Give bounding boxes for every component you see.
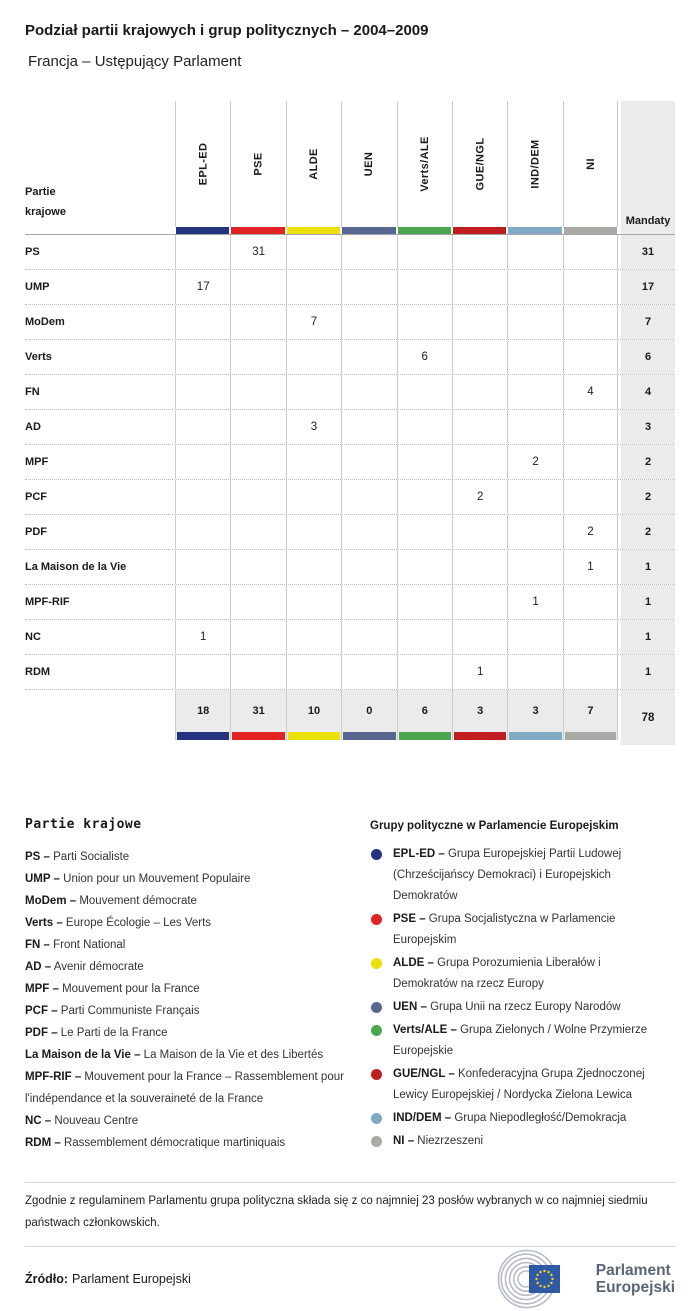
group-label: UEN xyxy=(363,151,376,177)
group-label: EPL-ED xyxy=(197,142,210,186)
seat-count-cell xyxy=(341,655,396,689)
row-group-header: Partie krajowe xyxy=(25,186,66,218)
mandaty-cell: 1 xyxy=(618,655,675,689)
seats-table xyxy=(25,101,675,745)
group-dot xyxy=(371,1136,382,1147)
group-legend-text: GUE/NGL – Konfederacyjna Grupa Zjednoczonej Lewicy Europejskiej / Nordycka Zielona Lewica xyxy=(393,1068,645,1101)
seat-count-cell xyxy=(286,620,341,654)
total-count: 0 xyxy=(366,705,373,717)
seat-count-cell xyxy=(563,620,618,654)
party-legend-item: FN – Front National xyxy=(25,939,126,951)
group-legend-item xyxy=(370,997,675,1018)
seat-count-cell xyxy=(563,480,618,514)
table-row xyxy=(25,340,675,375)
group-label: Verts/ALE xyxy=(418,136,431,192)
seat-count-cell xyxy=(563,445,618,479)
group-abbr: GUE/NGL – xyxy=(393,1068,455,1080)
group-color-bar xyxy=(175,227,230,234)
seat-count-cell xyxy=(452,445,507,479)
group-column-header xyxy=(286,101,341,227)
party-legend-item: MPF – Mouvement pour la France xyxy=(25,983,200,995)
mandaty-cell: 2 xyxy=(618,445,675,479)
group-legend xyxy=(370,817,675,1154)
seat-count-cell xyxy=(341,445,396,479)
total-cell xyxy=(563,690,618,740)
seat-count-cell xyxy=(452,235,507,269)
seat-count-cell xyxy=(563,340,618,374)
seat-count-cell xyxy=(341,235,396,269)
eu-flag-icon xyxy=(529,1265,560,1293)
logo-text xyxy=(596,1262,675,1296)
group-column-header xyxy=(230,101,285,227)
seat-count-cell xyxy=(397,655,452,689)
group-legend-items xyxy=(370,844,675,1152)
mandaty-header: Mandaty xyxy=(618,101,675,234)
party-legend-item: PCF – Parti Communiste Français xyxy=(25,1005,200,1017)
group-color-bar-fill xyxy=(231,227,284,234)
seat-count-cell: 1 xyxy=(563,550,618,584)
table-row xyxy=(25,270,675,305)
group-color-bar xyxy=(286,227,341,234)
seat-count-cell xyxy=(341,340,396,374)
group-abbr: UEN – xyxy=(393,1001,427,1013)
seat-count-cell xyxy=(452,270,507,304)
seat-count-cell xyxy=(452,620,507,654)
party-abbr: NC – xyxy=(25,1115,52,1127)
table-row xyxy=(25,235,675,270)
group-legend-text: IND/DEM – Grupa Niepodległość/Demokracja xyxy=(393,1112,627,1124)
table-row xyxy=(25,655,675,690)
source-section xyxy=(25,1246,675,1311)
mandaty-cell: 2 xyxy=(618,515,675,549)
seat-count-cell xyxy=(286,585,341,619)
group-color-bar-fill xyxy=(453,227,506,234)
group-column-header xyxy=(507,101,562,227)
table-row xyxy=(25,410,675,445)
seat-count-cell xyxy=(452,585,507,619)
party-legend-item: AD – Avenir démocrate xyxy=(25,961,144,973)
group-legend-text: NI – Niezrzeszeni xyxy=(393,1135,484,1147)
seat-count-cell xyxy=(563,235,618,269)
seat-count-cell xyxy=(397,480,452,514)
party-legend-item: RDM – Rassemblement démocratique martiniquais xyxy=(25,1137,286,1149)
seat-count-cell xyxy=(341,480,396,514)
party-legend-item: MPF-RIF – Mouvement pour la France – Rassemblement pour l'indépendance et la souveraineté de la France xyxy=(25,1071,344,1105)
total-cell xyxy=(452,690,507,740)
party-abbr: MPF – xyxy=(25,983,59,995)
party-legend-item: UMP – Union pour un Mouvement Populaire xyxy=(25,873,251,885)
group-label: NI xyxy=(584,158,597,170)
footnote-text: Zgodnie z regulaminem Parlamentu grupa polityczna składa się z co najmniej 23 posłów wybranych w co najmniej siedmiu państwach członkowskich. xyxy=(25,1195,648,1229)
total-color-bar xyxy=(177,732,229,740)
legend-section xyxy=(25,817,675,1154)
party-abbr: Verts – xyxy=(25,917,63,929)
total-color-bar xyxy=(288,732,340,740)
source-value: Parlament Europejski xyxy=(72,1272,191,1286)
table-body xyxy=(25,235,675,690)
group-legend-item xyxy=(370,909,675,951)
seat-count-cell xyxy=(397,410,452,444)
total-color-bar xyxy=(565,732,616,740)
party-name: Verts xyxy=(25,351,52,363)
party-name: PDF xyxy=(25,526,47,538)
mandaty-cell: 7 xyxy=(618,305,675,339)
party-abbr: MPF-RIF – xyxy=(25,1071,82,1083)
seat-count-cell xyxy=(507,270,562,304)
seat-count-cell xyxy=(341,585,396,619)
party-legend-item: La Maison de la Vie – La Maison de la Vie et des Libertés xyxy=(25,1049,324,1061)
party-name: NC xyxy=(25,631,41,643)
seat-count-cell xyxy=(230,655,285,689)
seat-count-cell xyxy=(563,655,618,689)
seat-count-cell: 7 xyxy=(286,305,341,339)
party-abbr: La Maison de la Vie – xyxy=(25,1049,141,1061)
seat-count-cell xyxy=(397,515,452,549)
seat-count-cell xyxy=(452,305,507,339)
ep-logo xyxy=(496,1248,675,1310)
party-legend-header: Partie krajowe xyxy=(25,817,142,832)
group-dot xyxy=(371,849,382,860)
total-cell xyxy=(286,690,341,740)
seat-count-cell: 2 xyxy=(507,445,562,479)
group-color-bar-fill xyxy=(564,227,617,234)
seat-count-cell xyxy=(341,305,396,339)
seat-count-cell xyxy=(507,235,562,269)
seat-count-cell xyxy=(175,410,230,444)
seat-count-cell xyxy=(507,620,562,654)
seat-count-cell xyxy=(175,305,230,339)
party-name: MPF-RIF xyxy=(25,596,70,608)
seat-count-cell: 1 xyxy=(507,585,562,619)
party-legend-item: PDF – Le Parti de la France xyxy=(25,1027,168,1039)
seat-count-cell xyxy=(175,445,230,479)
total-cell xyxy=(341,690,396,740)
page-title: Podział partii krajowych i grup politycznych – 2004–2009 xyxy=(25,22,429,39)
group-legend-text: ALDE – Grupa Porozumienia Liberałów i Demokratów na rzecz Europy xyxy=(393,957,601,990)
seat-count-cell xyxy=(341,550,396,584)
seat-count-cell: 1 xyxy=(175,620,230,654)
seat-count-cell xyxy=(286,550,341,584)
party-name: MPF xyxy=(25,456,49,468)
group-color-bar xyxy=(563,227,618,234)
group-legend-item xyxy=(370,1020,675,1062)
seat-count-cell xyxy=(397,550,452,584)
party-name: La Maison de la Vie xyxy=(25,561,127,573)
party-legend xyxy=(25,817,370,1154)
group-dot xyxy=(371,1025,382,1036)
group-color-bar xyxy=(397,227,452,234)
party-legend-item: NC – Nouveau Centre xyxy=(25,1115,139,1127)
total-count: 3 xyxy=(477,705,484,717)
seat-count-cell xyxy=(286,340,341,374)
group-label: IND/DEM xyxy=(529,139,542,189)
seat-count-cell xyxy=(507,340,562,374)
seat-count-cell xyxy=(341,410,396,444)
group-dot xyxy=(371,1113,382,1124)
party-abbr: FN – xyxy=(25,939,50,951)
seat-count-cell xyxy=(507,410,562,444)
seat-count-cell xyxy=(452,515,507,549)
source-label: Źródło: xyxy=(25,1272,69,1286)
group-legend-text: PSE – Grupa Socjalistyczna w Parlamencie Europejskim xyxy=(393,913,616,946)
total-color-bar xyxy=(454,732,506,740)
seat-count-cell: 6 xyxy=(397,340,452,374)
seat-count-cell xyxy=(286,235,341,269)
mandaty-cell: 3 xyxy=(618,410,675,444)
seat-count-cell xyxy=(230,375,285,409)
seat-count-cell: 17 xyxy=(175,270,230,304)
totals-row xyxy=(25,690,675,745)
group-dot xyxy=(371,958,382,969)
total-count: 31 xyxy=(252,705,265,717)
group-legend-text: EPL-ED – Grupa Europejskiej Partii Ludowej (Chrześcijańscy Demokraci) i Europejskich Demokratów xyxy=(393,848,622,902)
party-abbr: RDM – xyxy=(25,1137,61,1149)
seat-count-cell xyxy=(397,235,452,269)
party-abbr: MoDem – xyxy=(25,895,77,907)
seat-count-cell xyxy=(286,445,341,479)
party-name: UMP xyxy=(25,281,50,293)
seat-count-cell xyxy=(175,235,230,269)
group-legend-item xyxy=(370,844,675,907)
page-subtitle: Francja – Ustępujący Parlament xyxy=(28,53,242,70)
seat-count-cell xyxy=(230,585,285,619)
mandaty-cell: 1 xyxy=(618,550,675,584)
seat-count-cell xyxy=(341,270,396,304)
group-label: GUE/NGL xyxy=(474,137,487,191)
total-color-bar xyxy=(399,732,451,740)
logo-line2: Europejski xyxy=(595,1279,675,1296)
group-abbr: PSE – xyxy=(393,913,426,925)
total-color-bar xyxy=(509,732,561,740)
group-color-bar-fill xyxy=(176,227,229,234)
table-row xyxy=(25,550,675,585)
seat-count-cell xyxy=(175,340,230,374)
totals-spacer xyxy=(25,690,175,740)
seat-count-cell: 2 xyxy=(563,515,618,549)
party-name: PCF xyxy=(25,491,47,503)
table-row xyxy=(25,585,675,620)
party-abbr: UMP – xyxy=(25,873,60,885)
seat-count-cell xyxy=(507,375,562,409)
group-color-bar-fill xyxy=(508,227,561,234)
hemicycle-icon xyxy=(496,1248,588,1310)
group-abbr: Verts/ALE – xyxy=(393,1024,457,1036)
party-legend-item: PS – Parti Socialiste xyxy=(25,851,130,863)
table-row xyxy=(25,515,675,550)
table-header xyxy=(25,101,675,235)
mandaty-cell: 31 xyxy=(618,235,675,269)
seat-count-cell xyxy=(175,585,230,619)
party-name: RDM xyxy=(25,666,51,678)
seat-count-cell xyxy=(397,620,452,654)
group-dot xyxy=(371,914,382,925)
seat-count-cell xyxy=(230,445,285,479)
seat-count-cell xyxy=(175,515,230,549)
seat-count-cell xyxy=(452,340,507,374)
group-column-header xyxy=(397,101,452,227)
total-count: 18 xyxy=(197,705,210,717)
group-column-header xyxy=(341,101,396,227)
mandaty-cell: 1 xyxy=(618,620,675,654)
total-cell xyxy=(175,690,230,740)
group-color-bar-fill xyxy=(342,227,395,234)
party-name: AD xyxy=(25,421,41,433)
party-name: MoDem xyxy=(25,316,65,328)
party-legend-item: Verts – Europe Écologie – Les Verts xyxy=(25,917,212,929)
total-cell xyxy=(397,690,452,740)
group-label: PSE xyxy=(252,152,265,176)
seat-count-cell: 4 xyxy=(563,375,618,409)
seat-count-cell xyxy=(452,410,507,444)
seat-count-cell xyxy=(230,550,285,584)
group-column-header xyxy=(563,101,618,227)
mandaty-cell: 17 xyxy=(618,270,675,304)
group-legend-header: Grupy polityczne w Parlamencie Europejskim xyxy=(370,820,619,832)
total-count: 10 xyxy=(307,705,321,717)
party-abbr: PS – xyxy=(25,851,50,863)
party-name: FN xyxy=(25,386,40,398)
total-cell xyxy=(507,690,562,740)
party-abbr: PDF – xyxy=(25,1027,58,1039)
seat-count-cell xyxy=(286,515,341,549)
group-legend-item xyxy=(370,953,675,995)
seat-count-cell xyxy=(230,270,285,304)
seat-count-cell: 2 xyxy=(452,480,507,514)
seat-count-cell xyxy=(230,480,285,514)
seat-count-cell xyxy=(286,655,341,689)
party-legend-item: MoDem – Mouvement démocrate xyxy=(25,895,197,907)
mandaty-cell: 1 xyxy=(618,585,675,619)
group-abbr: NI – xyxy=(393,1135,415,1147)
group-legend-item xyxy=(370,1131,675,1152)
group-dot xyxy=(371,1069,382,1080)
group-abbr: EPL-ED – xyxy=(393,848,445,860)
seat-count-cell xyxy=(452,375,507,409)
seat-count-cell xyxy=(452,550,507,584)
seat-count-cell xyxy=(563,410,618,444)
seat-count-cell xyxy=(563,585,618,619)
group-column-header xyxy=(175,101,230,227)
table-row xyxy=(25,445,675,480)
seat-count-cell xyxy=(175,375,230,409)
seat-count-cell xyxy=(397,585,452,619)
party-abbr: AD – xyxy=(25,961,52,973)
seat-count-cell xyxy=(563,305,618,339)
seat-count-cell xyxy=(397,445,452,479)
seat-count-cell xyxy=(397,375,452,409)
seat-count-cell xyxy=(507,515,562,549)
seat-count-cell: 3 xyxy=(286,410,341,444)
mandaty-cell: 4 xyxy=(618,375,675,409)
total-color-bar xyxy=(232,732,284,740)
table-row xyxy=(25,305,675,340)
seat-count-cell xyxy=(397,270,452,304)
seat-count-cell xyxy=(286,480,341,514)
table-row xyxy=(25,480,675,515)
group-legend-text: Verts/ALE – Grupa Zielonych / Wolne Przymierze Europejskie xyxy=(393,1024,648,1057)
seat-count-cell xyxy=(563,270,618,304)
group-color-bar xyxy=(452,227,507,234)
party-abbr: PCF – xyxy=(25,1005,58,1017)
group-legend-text: UEN – Grupa Unii na rzecz Europy Narodów xyxy=(393,1001,621,1013)
group-legend-item xyxy=(370,1108,675,1129)
seat-count-cell xyxy=(507,550,562,584)
group-color-bar xyxy=(230,227,285,234)
seat-count-cell xyxy=(507,480,562,514)
group-color-bar-fill xyxy=(398,227,451,234)
seat-count-cell xyxy=(507,305,562,339)
total-color-bar xyxy=(343,732,395,740)
total-count: 6 xyxy=(421,705,428,717)
group-abbr: IND/DEM – xyxy=(393,1112,452,1124)
seat-count-cell xyxy=(175,550,230,584)
seat-count-cell xyxy=(230,340,285,374)
total-count: 3 xyxy=(532,705,539,717)
seat-count-cell xyxy=(230,305,285,339)
group-color-bar xyxy=(341,227,396,234)
group-legend-item xyxy=(370,1064,675,1106)
source-line xyxy=(25,1272,191,1286)
group-abbr: ALDE – xyxy=(393,957,434,969)
mandaty-cell: 6 xyxy=(618,340,675,374)
footnote-section xyxy=(25,1182,675,1234)
group-color-bar xyxy=(507,227,562,234)
table-row xyxy=(25,375,675,410)
seat-count-cell xyxy=(286,270,341,304)
seat-count-cell xyxy=(341,515,396,549)
seat-count-cell xyxy=(175,655,230,689)
seat-count-cell: 1 xyxy=(452,655,507,689)
seat-count-cell xyxy=(175,480,230,514)
mandaty-cell: 2 xyxy=(618,480,675,514)
group-dot xyxy=(371,1002,382,1013)
group-column-header xyxy=(452,101,507,227)
total-count: 7 xyxy=(587,705,594,717)
party-legend-items xyxy=(25,846,370,1154)
logo-line1: Parlament xyxy=(595,1262,671,1279)
party-name: PS xyxy=(25,246,40,258)
seat-count-cell xyxy=(507,655,562,689)
seat-count-cell xyxy=(230,620,285,654)
total-mandaty: 78 xyxy=(618,690,675,745)
seat-count-cell xyxy=(230,410,285,444)
seat-count-cell xyxy=(341,620,396,654)
total-cell xyxy=(230,690,285,740)
seat-count-cell xyxy=(286,375,341,409)
group-label: ALDE xyxy=(307,148,320,180)
table-row xyxy=(25,620,675,655)
seat-count-cell xyxy=(341,375,396,409)
group-color-bar-fill xyxy=(287,227,340,234)
seat-count-cell xyxy=(397,305,452,339)
seat-count-cell: 31 xyxy=(230,235,285,269)
seat-count-cell xyxy=(230,515,285,549)
